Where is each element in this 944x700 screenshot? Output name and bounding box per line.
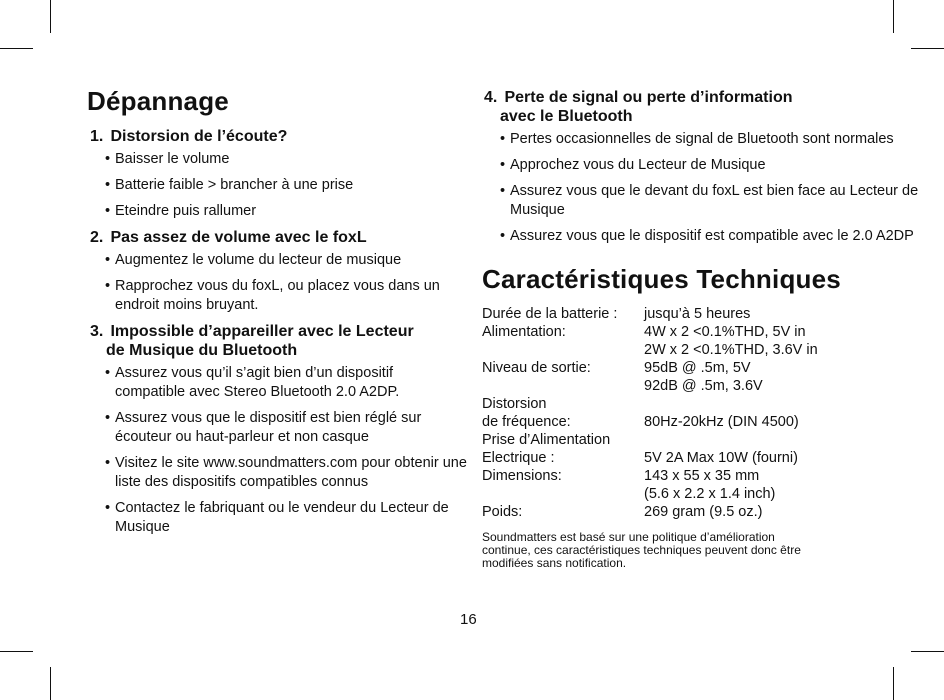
section-2	[87, 228, 467, 315]
section-title: 2. Pas assez de volume avec le foxL	[90, 229, 367, 246]
list-item: • Baisser le volume	[105, 150, 467, 169]
table-row: Distorsion	[482, 396, 547, 412]
table-row: 2W x 2 <0.1%THD, 3.6V in	[644, 342, 818, 358]
crop-mark	[0, 48, 33, 49]
section-title: 3. Impossible d’appareiller avec le Lecteur de Musique du Bluetooth	[90, 323, 414, 359]
crop-mark	[893, 667, 894, 700]
table-row: Poids: 269 gram (9.5 oz.)	[482, 504, 763, 520]
table-row: Electrique : 5V 2A Max 10W (fourni)	[482, 450, 798, 466]
section-3	[87, 322, 467, 537]
specs-column	[482, 88, 922, 582]
table-row: 92dB @ .5m, 3.6V	[644, 378, 763, 394]
crop-mark	[50, 667, 51, 700]
list-item: • Visitez le site www.soundmatters.com pour obtenir une liste des dispositifs compatibles connus	[105, 454, 467, 492]
list-item: • Assurez vous que le devant du foxL est bien face au Lecteur de Musique	[500, 182, 922, 220]
section-4	[482, 88, 922, 246]
crop-mark	[911, 651, 944, 652]
section-1	[87, 127, 467, 221]
table-row: de fréquence: 80Hz-20kHz (DIN 4500)	[482, 414, 799, 430]
crop-mark	[50, 0, 51, 33]
table-row: (5.6 x 2.2 x 1.4 inch)	[644, 486, 776, 502]
crop-mark	[0, 651, 33, 652]
disclaimer-note: Soundmatters est basé sur une politique d’amélioration continue, ces caractéristiques techniques peuvent donc être modifiées sans notification.	[482, 530, 801, 570]
table-row: Dimensions: 143 x 55 x 35 mm	[482, 468, 760, 484]
table-row: Durée de la batterie : jusqu’à 5 heures	[482, 306, 751, 322]
bullet-list	[482, 130, 922, 246]
crop-mark	[893, 0, 894, 33]
list-item: • Pertes occasionnelles de signal de Bluetooth sont normales	[500, 130, 922, 149]
list-item: • Augmentez le volume du lecteur de musique	[105, 251, 467, 270]
troubleshooting-title: Dépannage	[87, 86, 229, 116]
page-number: 16	[460, 611, 477, 628]
list-item: • Eteindre puis rallumer	[105, 202, 467, 221]
table-row: Niveau de sortie: 95dB @ .5m, 5V	[482, 360, 751, 376]
section-title: 4. Perte de signal ou perte d’information avec le Bluetooth	[484, 89, 793, 125]
list-item: • Assurez vous qu’il s’agit bien d’un dispositif compatible avec Stereo Bluetooth 2.0 A2DP.	[105, 364, 467, 402]
list-item: • Assurez vous que le dispositif est bien réglé sur écouteur ou haut-parleur et non casque	[105, 409, 467, 447]
section-title: 1. Distorsion de l’écoute?	[90, 128, 288, 145]
specs-title: Caractéristiques Techniques	[482, 264, 841, 294]
specs-table	[482, 305, 818, 521]
list-item: • Rapprochez vous du foxL, ou placez vous dans un endroit moins bruyant.	[105, 277, 467, 315]
table-row: Alimentation: 4W x 2 <0.1%THD, 5V in	[482, 324, 806, 340]
crop-mark	[911, 48, 944, 49]
bullet-list	[87, 251, 467, 315]
list-item: • Approchez vous du Lecteur de Musique	[500, 156, 922, 175]
list-item: • Assurez vous que le dispositif est compatible avec le 2.0 A2DP	[500, 227, 922, 246]
list-item: • Contactez le fabriquant ou le vendeur du Lecteur de Musique	[105, 499, 467, 537]
list-item: • Batterie faible > brancher à une prise	[105, 176, 467, 195]
bullet-list	[87, 364, 467, 537]
table-row: Prise d’Alimentation	[482, 432, 611, 448]
troubleshooting-column	[87, 86, 467, 544]
bullet-list	[87, 150, 467, 221]
